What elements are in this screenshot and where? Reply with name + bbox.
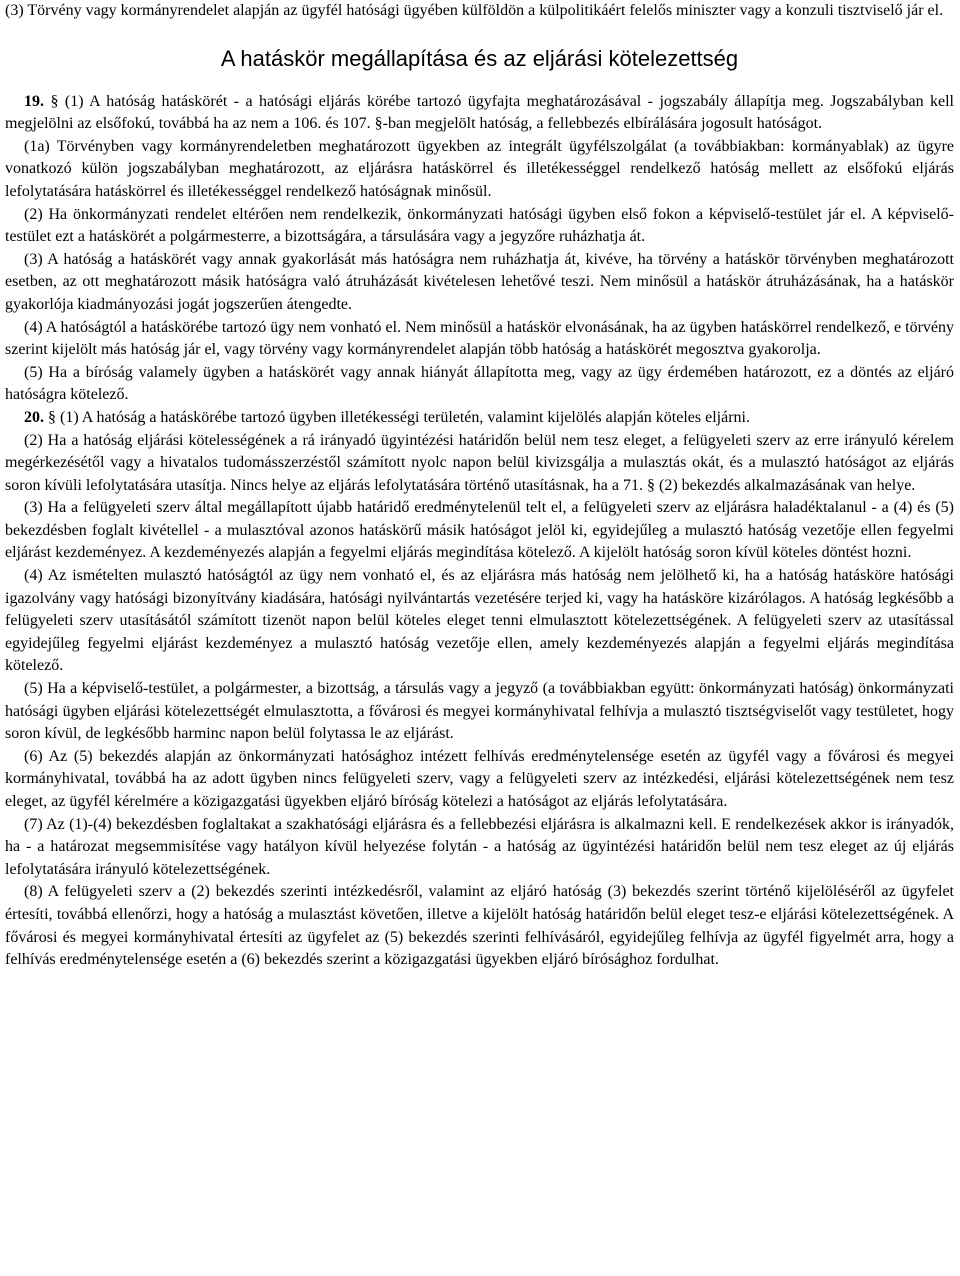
section-20-paragraph-4: (4) Az ismételten mulasztó hatóságtól az ügy nem vonható el, és az eljárásra más hatóság nem jelölhető ki, ha a hatóság hatásköre hatósági igazolvány vagy hatósági bizonyítvány kiadására, hatósági nyilvántartás vezetésére terjed ki, vagy ha hatásköre kizárólagos. A hatóság legkésőbb a felügyeleti szerv utasításától számított tizenöt napon belül köteles eleget tenni elmulasztott kötelezettségének. A felügyeleti szerv az utasítással egyidejűleg fegyelmi eljárást kezdeményez a mulasztó hatóság vezetője ellen, amely kezdeményezés alapján a fegyelmi eljárás megindítása kötelező. — [5, 567, 954, 675]
section-heading: A hatáskör megállapítása és az eljárási kötelezettség — [220, 45, 739, 71]
section-19-paragraph-2: (2) Ha önkormányzati rendelet eltérően nem rendelkezik, önkormányzati hatósági ügyben első fokon a képviselő-testület jár el. A képviselő-testület ezt a hatáskörét a polgármesterre, a bizottságára, a társulására vagy a jegyzőre ruházhatja át. — [5, 205, 954, 246]
section-19-paragraph-1 — [5, 91, 954, 136]
section-19-paragraph-4: (4) A hatóságtól a hatáskörébe tartozó ügy nem vonható el. Nem minősül a hatáskör elvonásának, ha az ügyben hatáskörrel rendelkező, e törvény szerint kijelölt más hatóság jár el, vagy törvény vagy kormányrendelet alapján több hatóság a hatáskörét megosztva gyakorolja. — [5, 318, 954, 359]
section-20-paragraph-6: (6) Az (5) bekezdés alapján az önkormányzati hatósághoz intézett felhívás eredménytelensége esetén az ügyfél vagy a fővárosi és megyei kormányhivatal, továbbá ha az adott ügyben nincs felügyeleti szerv, vagy a felügyeleti szerv az intézkedési, eljárási kötelezettségének nem tesz eleget, az ügyfél kérelmére a közigazgatási ügyekben eljáró bíróság kötelezi a hatóságot az eljárás lefolytatására. — [5, 747, 954, 810]
section-19-paragraph-3: (3) A hatóság a hatáskörét vagy annak gyakorlását más hatóságra nem ruházhatja át, kivéve, ha törvény a hatáskör törvényben meghatározott esetben, az ott meghatározott másik hatóságra való átruházását kivételesen lehetővé teszi. Nem minősül a hatáskör átruházásának, ha a hatáskör gyakorlója kiadmányozási jogát jogszerűen átengedte. — [5, 250, 954, 313]
section-20-paragraph-2: (2) Ha a hatóság eljárási kötelességének a rá irányadó ügyintézési határidőn belül nem tesz eleget, a felügyeleti szerv az erre irányuló kérelem megérkezésétől vagy a hivatalos tudomásszerzéstől számított nyolc napon belül kivizsgálja a mulasztás okát, és a mulasztó hatóságot az eljárás soron kívüli lefolytatására utasítja. Nincs helye az eljárás lefolytatására történő utasításnak, ha a 71. § (2) bekezdés alkalmazásának van helye. — [5, 431, 954, 494]
section-20-paragraph-8: (8) A felügyeleti szerv a (2) bekezdés szerinti intézkedésről, valamint az eljáró hatóság (3) bekezdés szerint történő kijelöléséről az ügyfelet értesíti, továbbá ellenőrzi, hogy a hatóság a mulasztást követően, illetve a kijelölt hatóság határidőn belül eleget tesz-e eljárási kötelezettségének. A fővárosi és megyei kormányhivatal értesíti az ügyfelet az (5) bekezdés szerinti felhívásáról, egyidejűleg felhívja az ügyfél figyelmét arra, hogy a felhívás eredménytelensége esetén a (6) bekezdés szerint a közigazgatási ügyekben eljáró bírósághoz fordulhat. — [5, 883, 954, 969]
section-19-paragraph-5: (5) Ha a bíróság valamely ügyben a hatáskörét vagy annak hiányát állapította meg, vagy az ügy érdemében határozott, ez a döntés az eljáró hatóságra kötelező. — [5, 363, 954, 404]
section-20-paragraph-5: (5) Ha a képviselő-testület, a polgármester, a bizottság, a társulás vagy a jegyző (a továbbiakban együtt: önkormányzati hatóság) önkormányzati hatósági ügyben eljárási kötelezettségét elmulasztotta, a fővárosi és megyei kormányhivatal felhívja a mulasztó tisztségviselőt vagy testületet, hogy soron kívül, de legkésőbb harminc napon belül folytassa le az eljárást. — [5, 680, 954, 743]
section-20-number: 20. — [24, 408, 44, 426]
section-19-number: 19. — [24, 92, 44, 110]
section-20-paragraph-1-text: § (1) A hatóság a hatáskörébe tartozó ügyben illetékességi területén, valamint kijelölés alapján köteles eljárni. — [44, 408, 750, 426]
section-20-paragraph-7: (7) Az (1)-(4) bekezdésben foglaltakat a szakhatósági eljárásra és a fellebbezési eljárásra is alkalmazni kell. E rendelkezések akkor is irányadók, ha - a határozat megsemmisítése vagy hatályon kívül helyezése folytán - a hatóság az ügyintézési határidőn belül nem tesz eleget az új eljárás lefolytatására irányuló kötelezettségének. — [5, 815, 954, 878]
section-20-paragraph-1 — [5, 407, 954, 430]
section-19-paragraph-1a: (1a) Törvényben vagy kormányrendeletben meghatározott ügyekben az integrált ügyfélszolgálat (a továbbiakban: kormányablak) az ügyre vonatkozó külön jogszabályban meghatározott, az eljárásra hatáskörrel és illetékességgel rendelkező hatóság mellett az elsőfokú eljárás lefolytatására hatáskörrel és illetékességgel rendelkező hatóságnak minősül. — [5, 137, 954, 200]
section-20-paragraph-3: (3) Ha a felügyeleti szerv által megállapított újabb határidő eredménytelenül telt el, a felügyeleti szerv az eljárásra haladéktalanul - a (4) és (5) bekezdésben foglalt kivétellel - a mulasztóval azonos hatáskörű másik hatóságot jelöl ki, egyidejűleg a mulasztó hatóság vezetője ellen fegyelmi eljárást kezdeményez. A kezdeményezés alapján a fegyelmi eljárás megindítása kötelező. A kijelölt hatóság soron kívül köteles döntést hozni. — [5, 499, 954, 562]
paragraph-consul: (3) Törvény vagy kormányrendelet alapján az ügyfél hatósági ügyében külföldön a külpolitikáért felelős miniszter vagy a konzuli tisztviselő jár el. — [5, 2, 944, 19]
section-19-paragraph-1-text: § (1) A hatóság hatáskörét - a hatósági eljárás körébe tartozó ügyfajta meghatározásával - jogszabály állapítja meg. Jogszabályban kell megjelölni az elsőfokú, továbbá ha az nem a 106. és 107. §-ban megjelölt hatóság, a fellebbezés elbírálására jogosult hatóságot. — [5, 92, 954, 133]
